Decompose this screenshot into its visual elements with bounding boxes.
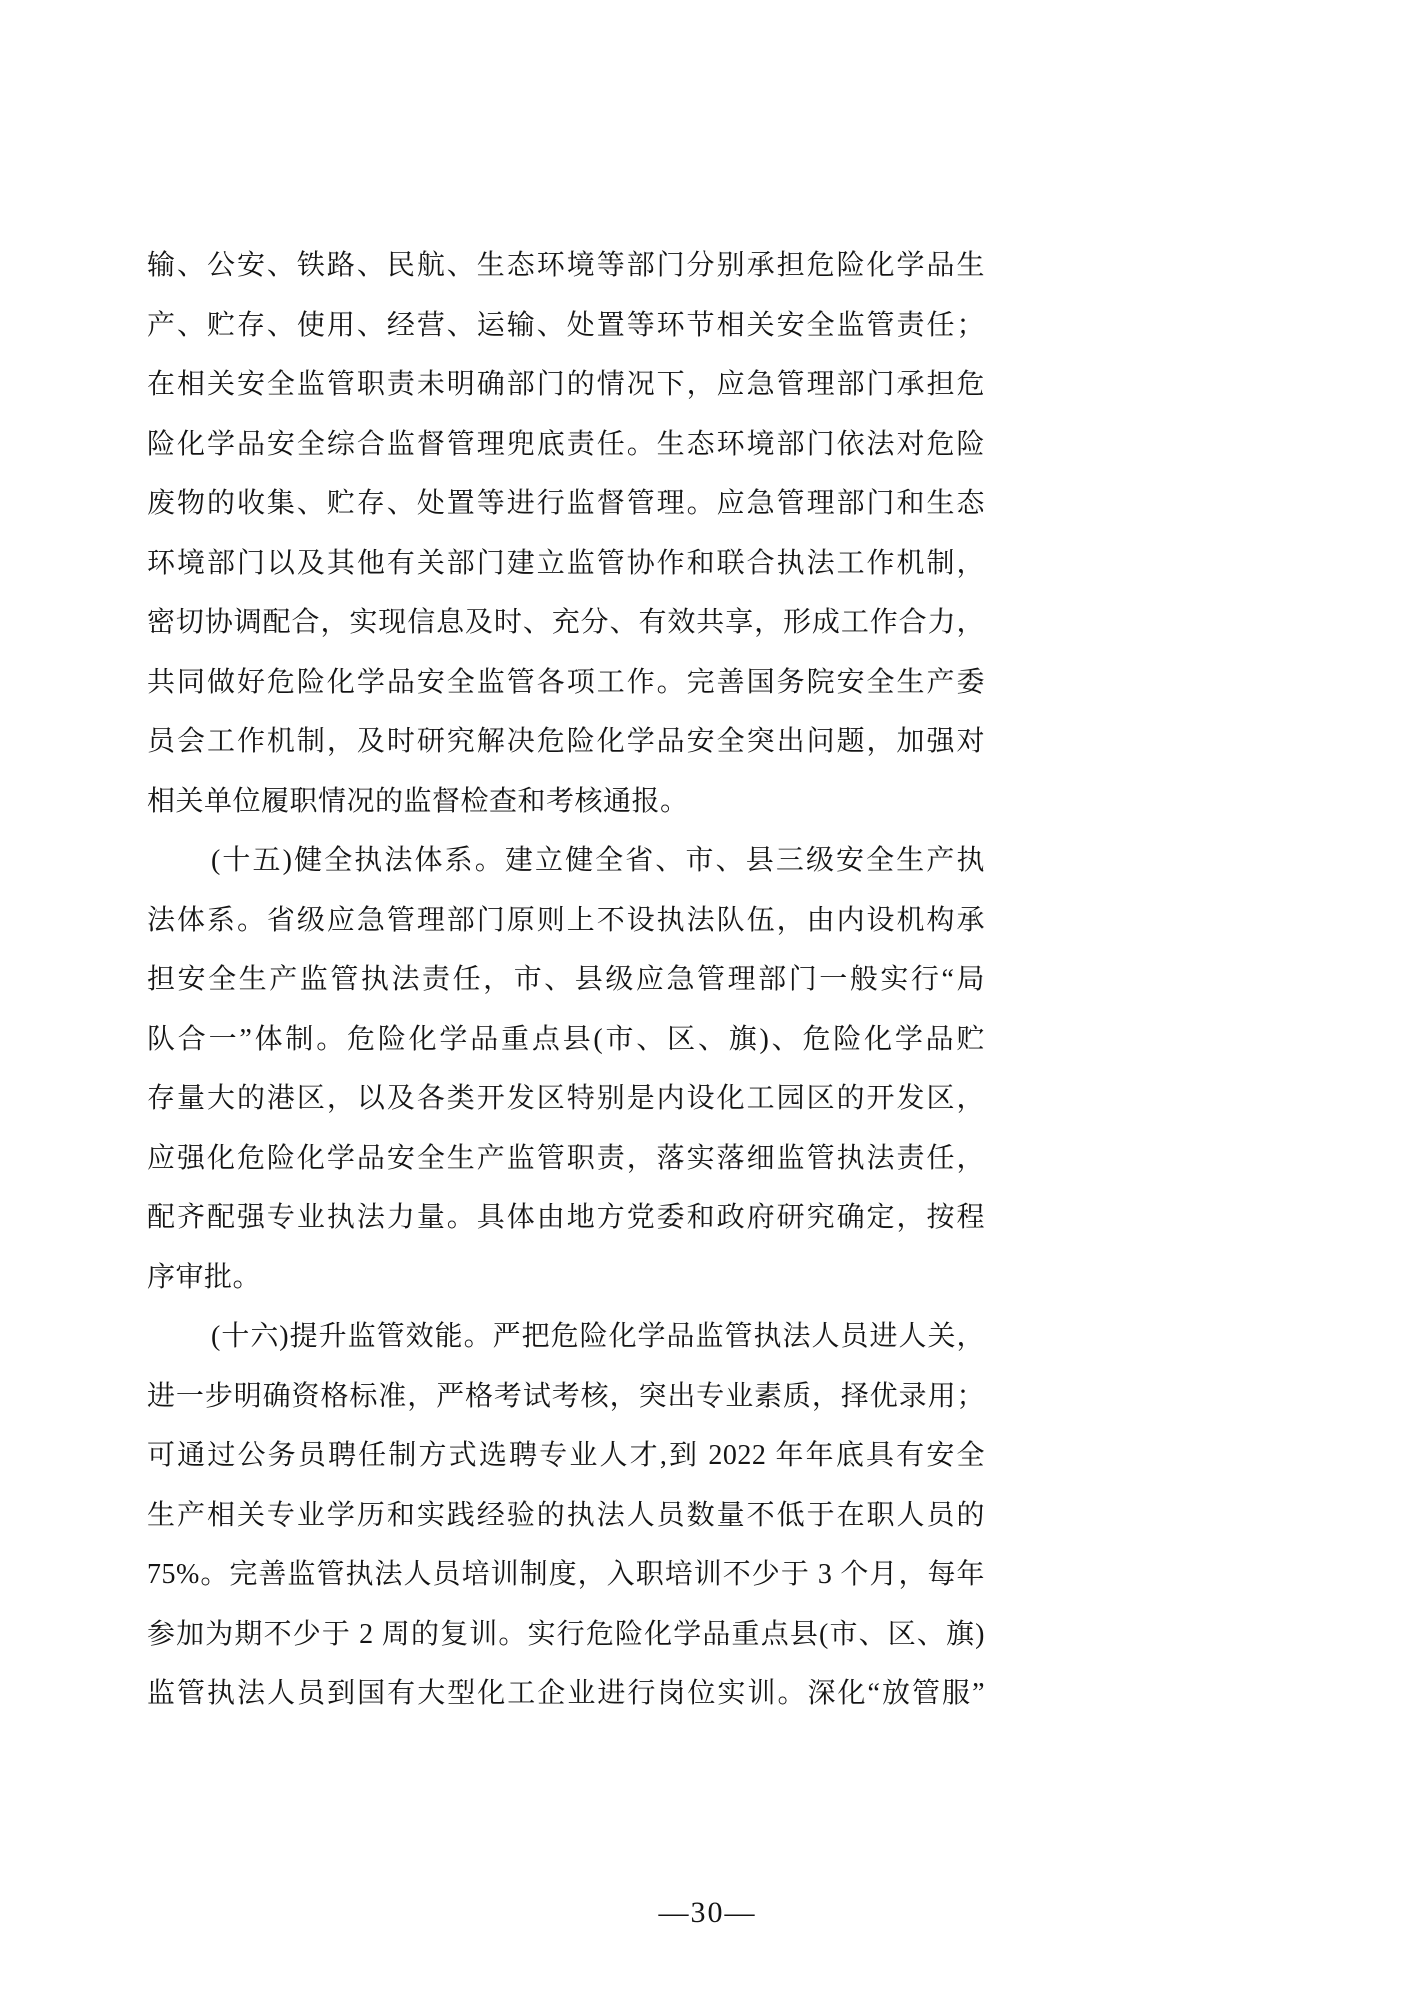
text-block [147, 236, 985, 1724]
text-line: 环境部门以及其他有关部门建立监管协作和联合执法工作机制， [147, 547, 985, 579]
text-line-section-15: (十五)健全执法体系。建立健全省、市、县三级安全生产执 [211, 845, 985, 876]
text-line: 存量大的港区，以及各类开发区特别是内设化工园区的开发区， [147, 1083, 985, 1114]
text-line: 担安全生产监管执法责任，市、县级应急管理部门一般实行“局 [147, 964, 985, 995]
text-line: 可通过公务员聘任制方式选聘专业人才,到 2022 年年底具有安全 [147, 1440, 985, 1471]
text-line: 配齐配强专业执法力量。具体由地方党委和政府研究确定，按程 [147, 1202, 985, 1233]
text-line: 险化学品安全综合监督管理兜底责任。生态环境部门依法对危险 [147, 428, 985, 460]
text-line: 队合一”体制。危险化学品重点县(市、区、旗)、危险化学品贮 [147, 1023, 985, 1055]
text-line: 产、贮存、使用、经营、运输、处置等环节相关安全监管责任； [147, 309, 985, 341]
text-line: 相关单位履职情况的监督检查和考核通报。 [147, 785, 689, 817]
text-line: 密切协调配合，实现信息及时、充分、有效共享，形成工作合力， [147, 607, 985, 638]
text-line: 应强化危险化学品安全生产监管职责，落实落细监管执法责任， [147, 1142, 985, 1174]
page-number: —30— [658, 1896, 757, 1929]
text-line: 输、公安、铁路、民航、生态环境等部门分别承担危险化学品生 [147, 250, 985, 281]
text-line: 废物的收集、贮存、处置等进行监督管理。应急管理部门和生态 [147, 488, 985, 519]
text-line: 序审批。 [147, 1261, 262, 1293]
text-line: 75%。完善监管执法人员培训制度，入职培训不少于 3 个月，每年 [147, 1559, 985, 1590]
text-line: 法体系。省级应急管理部门原则上不设执法队伍，由内设机构承 [147, 904, 985, 936]
text-line-section-16: (十六)提升监管效能。严把危险化学品监管执法人员进人关， [211, 1321, 985, 1352]
text-line: 员会工作机制，及时研究解决危险化学品安全突出问题，加强对 [147, 726, 985, 757]
text-line: 在相关安全监管职责未明确部门的情况下，应急管理部门承担危 [147, 369, 985, 400]
text-line: 共同做好危险化学品安全监管各项工作。完善国务院安全生产委 [147, 666, 985, 698]
text-line: 监管执法人员到国有大型化工企业进行岗位实训。深化“放管服” [147, 1678, 985, 1709]
text-line: 进一步明确资格标准，严格考试考核，突出专业素质，择优录用； [147, 1380, 985, 1412]
text-line: 参加为期不少于 2 周的复训。实行危险化学品重点县(市、区、旗) [147, 1618, 985, 1650]
text-line: 生产相关专业学历和实践经验的执法人员数量不低于在职人员的 [147, 1499, 985, 1531]
